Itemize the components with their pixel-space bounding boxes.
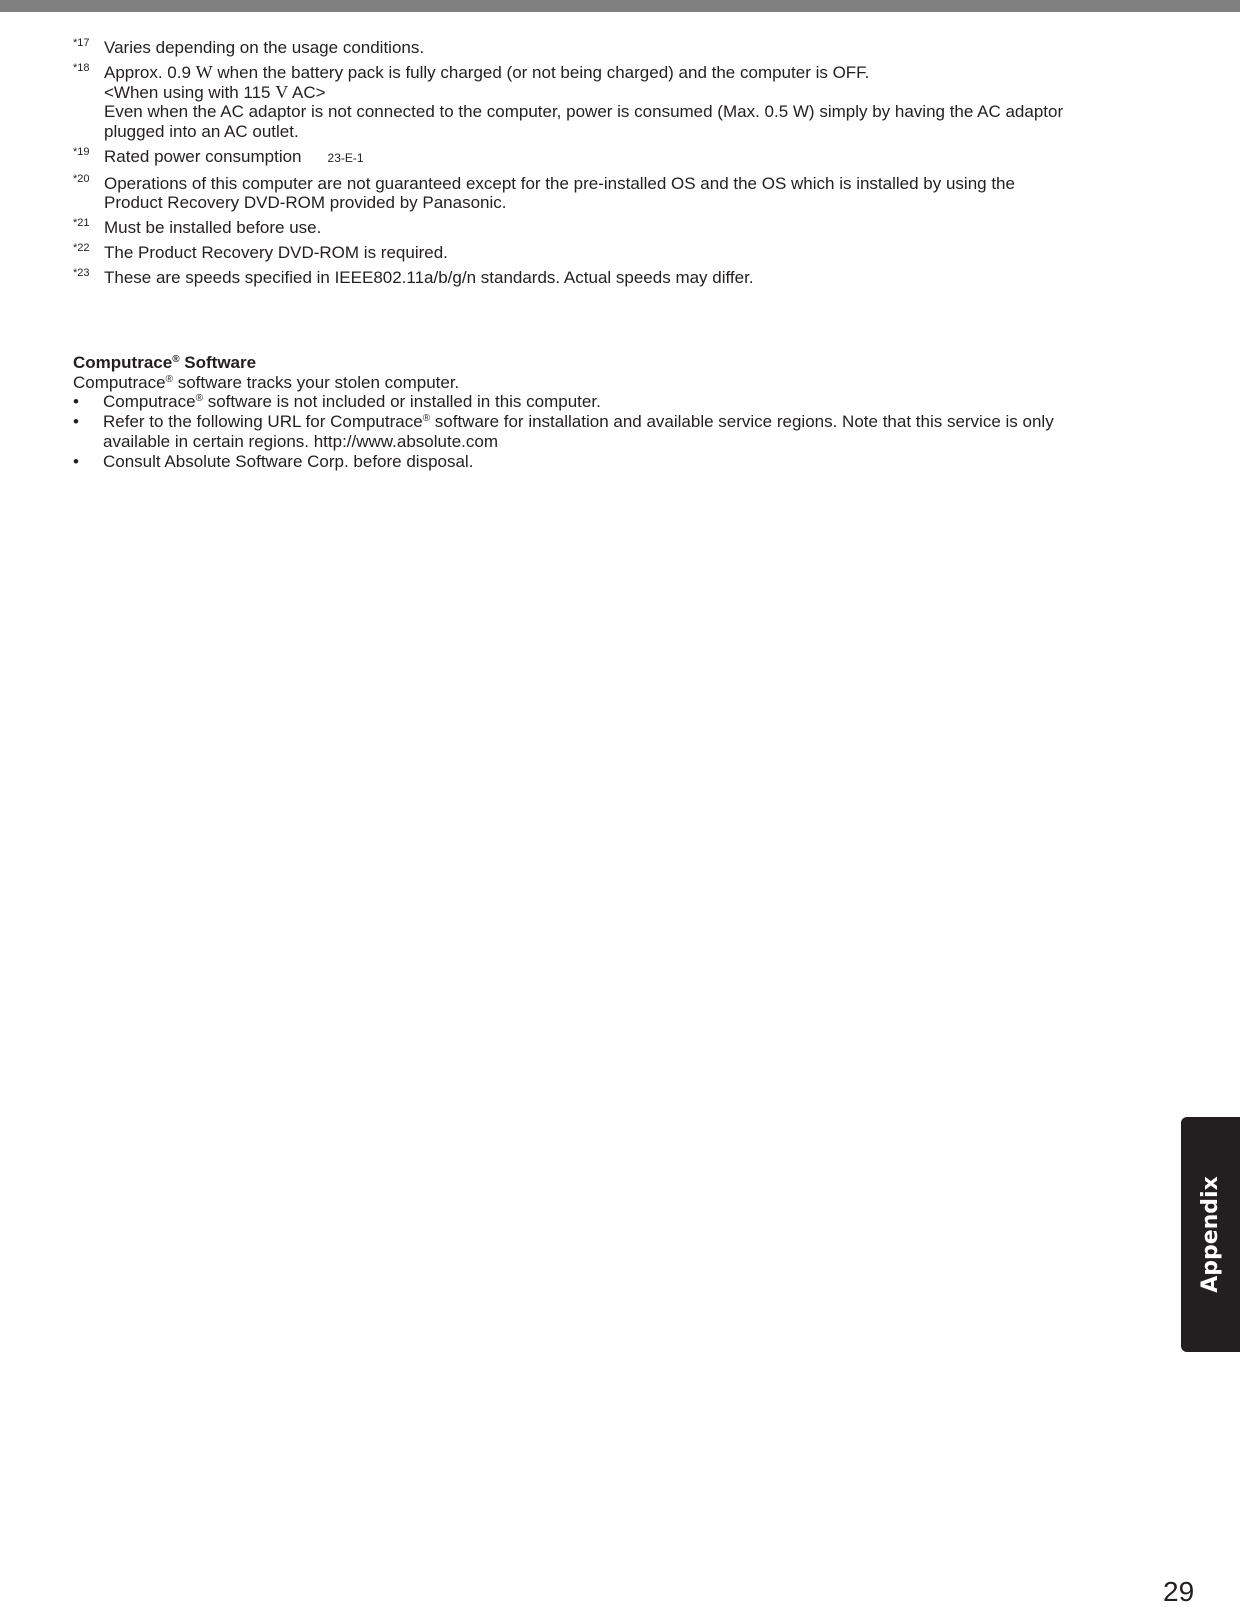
registered-mark: ® — [165, 373, 173, 385]
text-run: software is not included or installed in this computer. — [202, 392, 601, 412]
list-item-text — [103, 392, 1173, 412]
footnote-marker: *17 — [73, 37, 90, 49]
text-run: AC> — [288, 82, 326, 102]
top-rule — [0, 0, 1240, 12]
text-run: <When using with 115 — [104, 82, 276, 102]
footnotes — [73, 38, 1173, 293]
registered-mark: ® — [172, 354, 180, 365]
footnote-23 — [73, 268, 1173, 288]
footnote-text: Varies depending on the usage conditions. — [104, 38, 425, 57]
text-run: Computrace — [73, 372, 166, 392]
footnote-19 — [73, 147, 1173, 169]
text-run: software for installation and available service regions. Note that this service is only — [430, 412, 1054, 432]
footnote-text — [104, 63, 1173, 83]
registered-mark: ® — [422, 413, 431, 425]
section-heading — [73, 353, 1173, 373]
page-number: 29 — [1163, 1576, 1195, 1607]
reference-code: 23-E-1 — [327, 150, 364, 165]
footnote-text — [104, 83, 1173, 103]
registered-mark: ® — [195, 393, 203, 405]
text-run: Refer to the following URL for Computrace — [103, 412, 423, 432]
footnote-text: The Product Recovery DVD-ROM is required. — [104, 243, 448, 262]
text-run: software tracks your stolen computer. — [172, 372, 460, 392]
bullet-list — [73, 392, 1173, 471]
computrace-section — [73, 353, 1173, 471]
section-lead — [73, 373, 1173, 393]
text-run: Approx. 0.9 — [104, 63, 196, 82]
list-item-text: available in certain regions. http://www.absolute.com — [103, 431, 498, 451]
footnote-marker: *18 — [73, 62, 90, 74]
footnote-marker: *23 — [73, 267, 90, 279]
side-tab-appendix — [1181, 1117, 1240, 1352]
list-item — [73, 452, 1173, 472]
footnote-20 — [73, 174, 1173, 213]
list-item-text: Consult Absolute Software Corp. before disposal. — [103, 451, 474, 471]
text-run: Software — [179, 353, 257, 372]
text-run: Computrace — [103, 392, 196, 412]
bullet-icon: • — [73, 392, 79, 412]
unit-watt: W — [195, 62, 213, 82]
footnote-marker: *22 — [73, 242, 90, 254]
footnote-marker: *19 — [73, 145, 90, 158]
text-run: Rated power consumption — [104, 146, 302, 166]
unit-volt: V — [275, 81, 289, 102]
footnote-22 — [73, 243, 1173, 263]
footnote-text: Operations of this computer are not guaranteed except for the pre-installed OS and the OS which is installed by using the — [104, 173, 1015, 193]
footnote-text: Product Recovery DVD-ROM provided by Panasonic. — [104, 193, 507, 212]
footnote-text: These are speeds specified in IEEE802.11a/b/g/n standards. Actual speeds may differ. — [104, 268, 754, 287]
list-item-text — [103, 412, 1173, 432]
footnote-marker: *20 — [73, 172, 90, 185]
side-tab-label: Appendix — [1198, 1176, 1223, 1293]
bullet-icon: • — [73, 412, 79, 432]
footnote-17 — [73, 38, 1173, 58]
footnote-text: Even when the AC adaptor is not connected to the computer, power is consumed (Max. 0.5 W) simply by having the AC adaptor — [104, 102, 1064, 121]
footnote-text: Must be installed before use. — [104, 218, 322, 237]
footnote-text: plugged into an AC outlet. — [104, 121, 299, 141]
text-run: Computrace — [73, 353, 173, 372]
footnote-18 — [73, 63, 1173, 141]
footnote-marker: *21 — [73, 217, 90, 229]
text-run: when the battery pack is fully charged (or not being charged) and the computer is OFF. — [212, 63, 870, 82]
footnote-21 — [73, 218, 1173, 238]
footnote-text — [104, 147, 1173, 169]
list-item — [73, 412, 1173, 451]
bullet-icon: • — [73, 451, 79, 471]
list-item — [73, 392, 1173, 412]
